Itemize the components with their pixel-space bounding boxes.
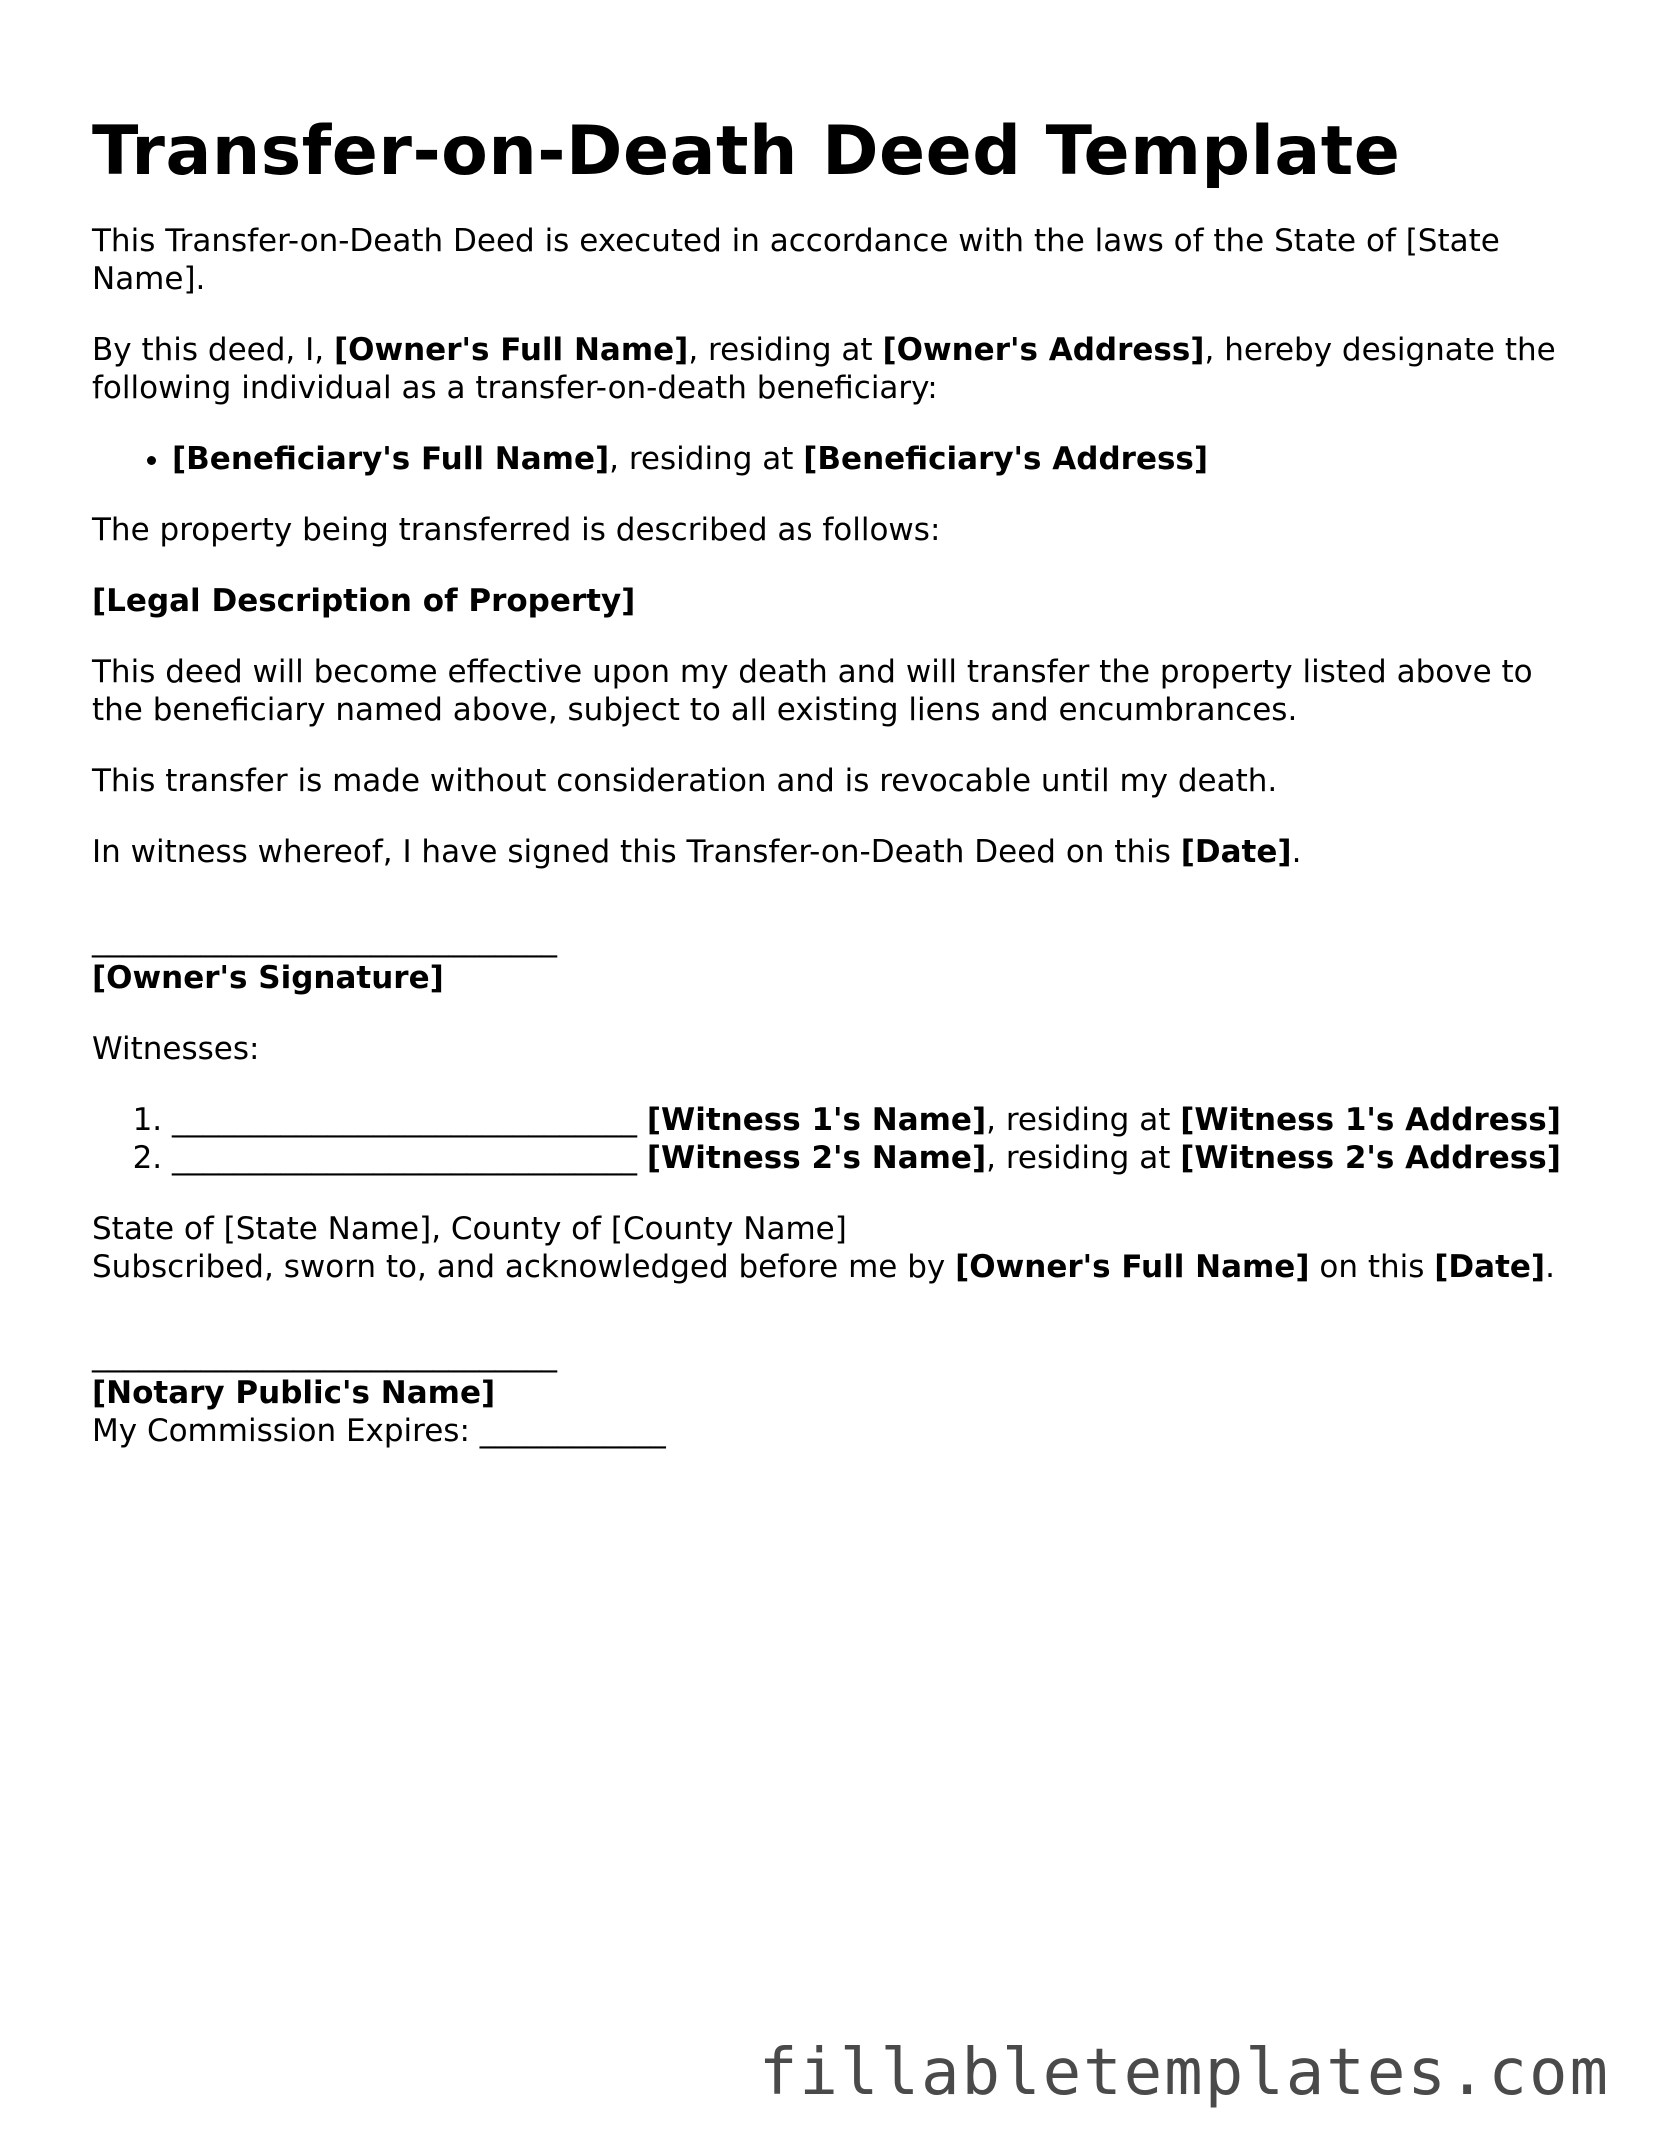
beneficiary-name-placeholder: [Beneficiary's Full Name] <box>172 441 610 477</box>
notary-signature-line: ______________________________ <box>92 1337 557 1373</box>
property-description-paragraph <box>92 582 1592 620</box>
owner-name-placeholder: [Owner's Full Name] <box>333 332 689 368</box>
designation-post: , hereby designate the following individual as a transfer-on-death beneficiary: <box>92 332 1556 406</box>
owner-signature-line: ______________________________ <box>92 922 557 958</box>
witness-list <box>92 1101 1592 1177</box>
document-page <box>92 112 1592 1483</box>
witness-item <box>172 1139 1592 1177</box>
ack-owner-placeholder: [Owner's Full Name] <box>955 1249 1310 1285</box>
notary-venue: State of [State Name], County of [County Name] <box>92 1211 847 1247</box>
witness-signature-line: ______________________________ <box>172 1102 637 1138</box>
beneficiary-item <box>172 440 1592 478</box>
owner-signature-block <box>92 921 1592 997</box>
witness-clause-post: . <box>1291 834 1302 870</box>
designation-mid: , residing at <box>688 332 883 368</box>
ack-date-placeholder: [Date] <box>1434 1249 1546 1285</box>
beneficiary-address-placeholder: [Beneficiary's Address] <box>803 441 1209 477</box>
signing-date-placeholder: [Date] <box>1180 834 1292 870</box>
designation-pre: By this deed, I, <box>92 332 334 368</box>
witness-mid: , residing at <box>986 1140 1181 1176</box>
commission-line: ____________ <box>479 1413 666 1449</box>
designation-paragraph <box>92 331 1592 407</box>
witness-clause-pre: In witness whereof, I have signed this Transfer-on-Death Deed on this <box>92 834 1181 870</box>
beneficiary-mid: , residing at <box>609 441 804 477</box>
witness-item <box>172 1101 1592 1139</box>
notary-name-placeholder: [Notary Public's Name] <box>92 1375 496 1411</box>
intro-text: This Transfer-on-Death Deed is executed in accordance with the laws of the State of [State Name]. <box>92 223 1500 297</box>
property-description-placeholder: [Legal Description of Property] <box>92 583 636 619</box>
commission-label: My Commission Expires: <box>92 1413 480 1449</box>
witness-name-placeholder: [Witness 1's Name] <box>646 1102 987 1138</box>
witness-address-placeholder: [Witness 1's Address] <box>1180 1102 1561 1138</box>
watermark: fillabletemplates.com <box>758 2036 1610 2110</box>
witness-mid: , residing at <box>986 1102 1181 1138</box>
owner-address-placeholder: [Owner's Address] <box>882 332 1205 368</box>
witness-clause <box>92 833 1592 871</box>
ack-mid: on this <box>1309 1249 1435 1285</box>
witness-signature-line: ______________________________ <box>172 1140 637 1176</box>
ack-pre: Subscribed, sworn to, and acknowledged before me by <box>92 1249 956 1285</box>
notary-acknowledgment <box>92 1210 1592 1286</box>
ack-post: . <box>1545 1249 1555 1285</box>
revocable-paragraph: This transfer is made without consideration and is revocable until my death. <box>92 763 1278 799</box>
notary-signature-block <box>92 1336 1592 1450</box>
effective-paragraph: This deed will become effective upon my death and will transfer the property listed above to the beneficiary named above, subject to all existing liens and encumbrances. <box>92 654 1533 728</box>
property-intro: The property being transferred is described as follows: <box>92 512 941 548</box>
owner-signature-label: [Owner's Signature] <box>92 960 444 996</box>
witness-address-placeholder: [Witness 2's Address] <box>1180 1140 1561 1176</box>
document-title: Transfer-on-Death Deed Template <box>92 112 1401 191</box>
intro-paragraph <box>92 222 1592 298</box>
beneficiary-list <box>92 440 1592 478</box>
witnesses-heading: Witnesses: <box>92 1031 260 1067</box>
witness-name-placeholder: [Witness 2's Name] <box>646 1140 987 1176</box>
